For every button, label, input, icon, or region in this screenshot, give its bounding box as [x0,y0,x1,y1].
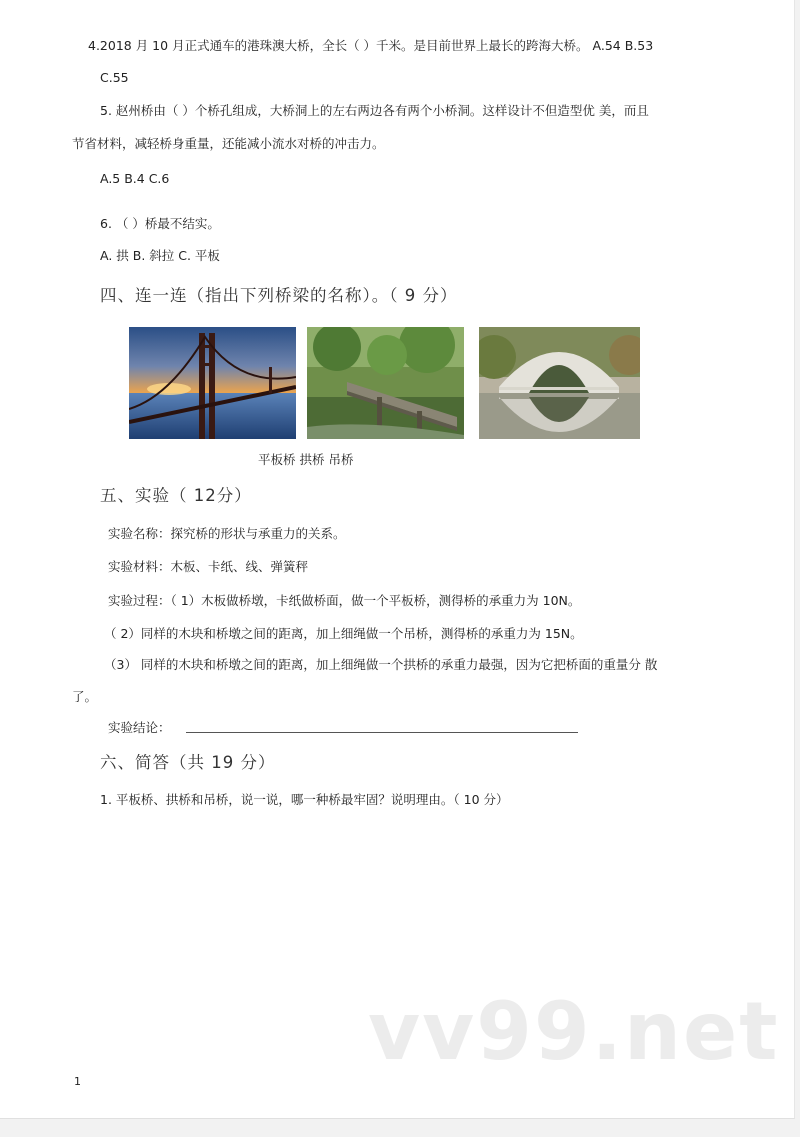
question-6-line-1: 6. （ ）桥最不结实。 [100,216,220,231]
question-5-options: A.5 B.4 C.6 [100,171,170,186]
experiment-name: 实验名称：探究桥的形状与承重力的关系。 [108,526,346,541]
question-5-line-2: 节省材料，减轻桥身重量，还能减小流水对桥的冲击力。 [72,136,385,151]
short-answer-question-1: 1. 平板桥、拱桥和吊桥，说一说，哪一种桥最牢固？说明理由。（ 10 分） [100,792,509,807]
conclusion-answer-line [186,732,578,733]
watermark: vv99.net [368,985,780,1078]
question-6-options: A. 拱 B. 斜拉 C. 平板 [100,248,220,263]
page-number: 1 [74,1075,81,1088]
experiment-process-3-line-2: 了。 [72,689,98,704]
question-4-line-1: 4.2018 月 10 月正式通车的港珠澳大桥，全长（ ）千米。是目前世界上最长的跨海大桥。 A.54 B.53 [88,38,654,53]
suspension-bridge-photo [129,327,296,439]
experiment-process-1: 实验过程：（ 1）木板做桥墩，卡纸做桥面，做一个平板桥，测得桥的承重力为 10N。 [108,593,581,608]
flat-bridge-photo [307,327,464,439]
question-5-line-1: 5. 赵州桥由（ ）个桥孔组成，大桥洞上的左右两边各有两个小桥洞。这样设计不但造型优 美，而且 [100,103,649,118]
section-4-heading: 四、连一连（指出下列桥梁的名称）。（ 9 分） [100,286,458,305]
bridge-name-labels: 平板桥 拱桥 吊桥 [258,452,354,467]
experiment-materials: 实验材料：木板、卡纸、线、弹簧秤 [108,559,309,574]
arch-bridge-photo [479,327,640,439]
experiment-process-3-line-1: （3） 同样的木块和桥墩之间的距离，加上细绳做一个拱桥的承重力最强，因为它把桥面的重量分 散 [104,657,658,672]
section-6-heading: 六、简答（共 19 分） [100,753,276,772]
experiment-conclusion-label: 实验结论： [108,720,171,735]
experiment-process-2: （ 2）同样的木块和桥墩之间的距离，加上细绳做一个吊桥，测得桥的承重力为 15N。 [104,626,583,641]
question-4-line-2: C.55 [100,70,129,85]
section-5-heading: 五、实验（ 12分） [100,486,252,505]
